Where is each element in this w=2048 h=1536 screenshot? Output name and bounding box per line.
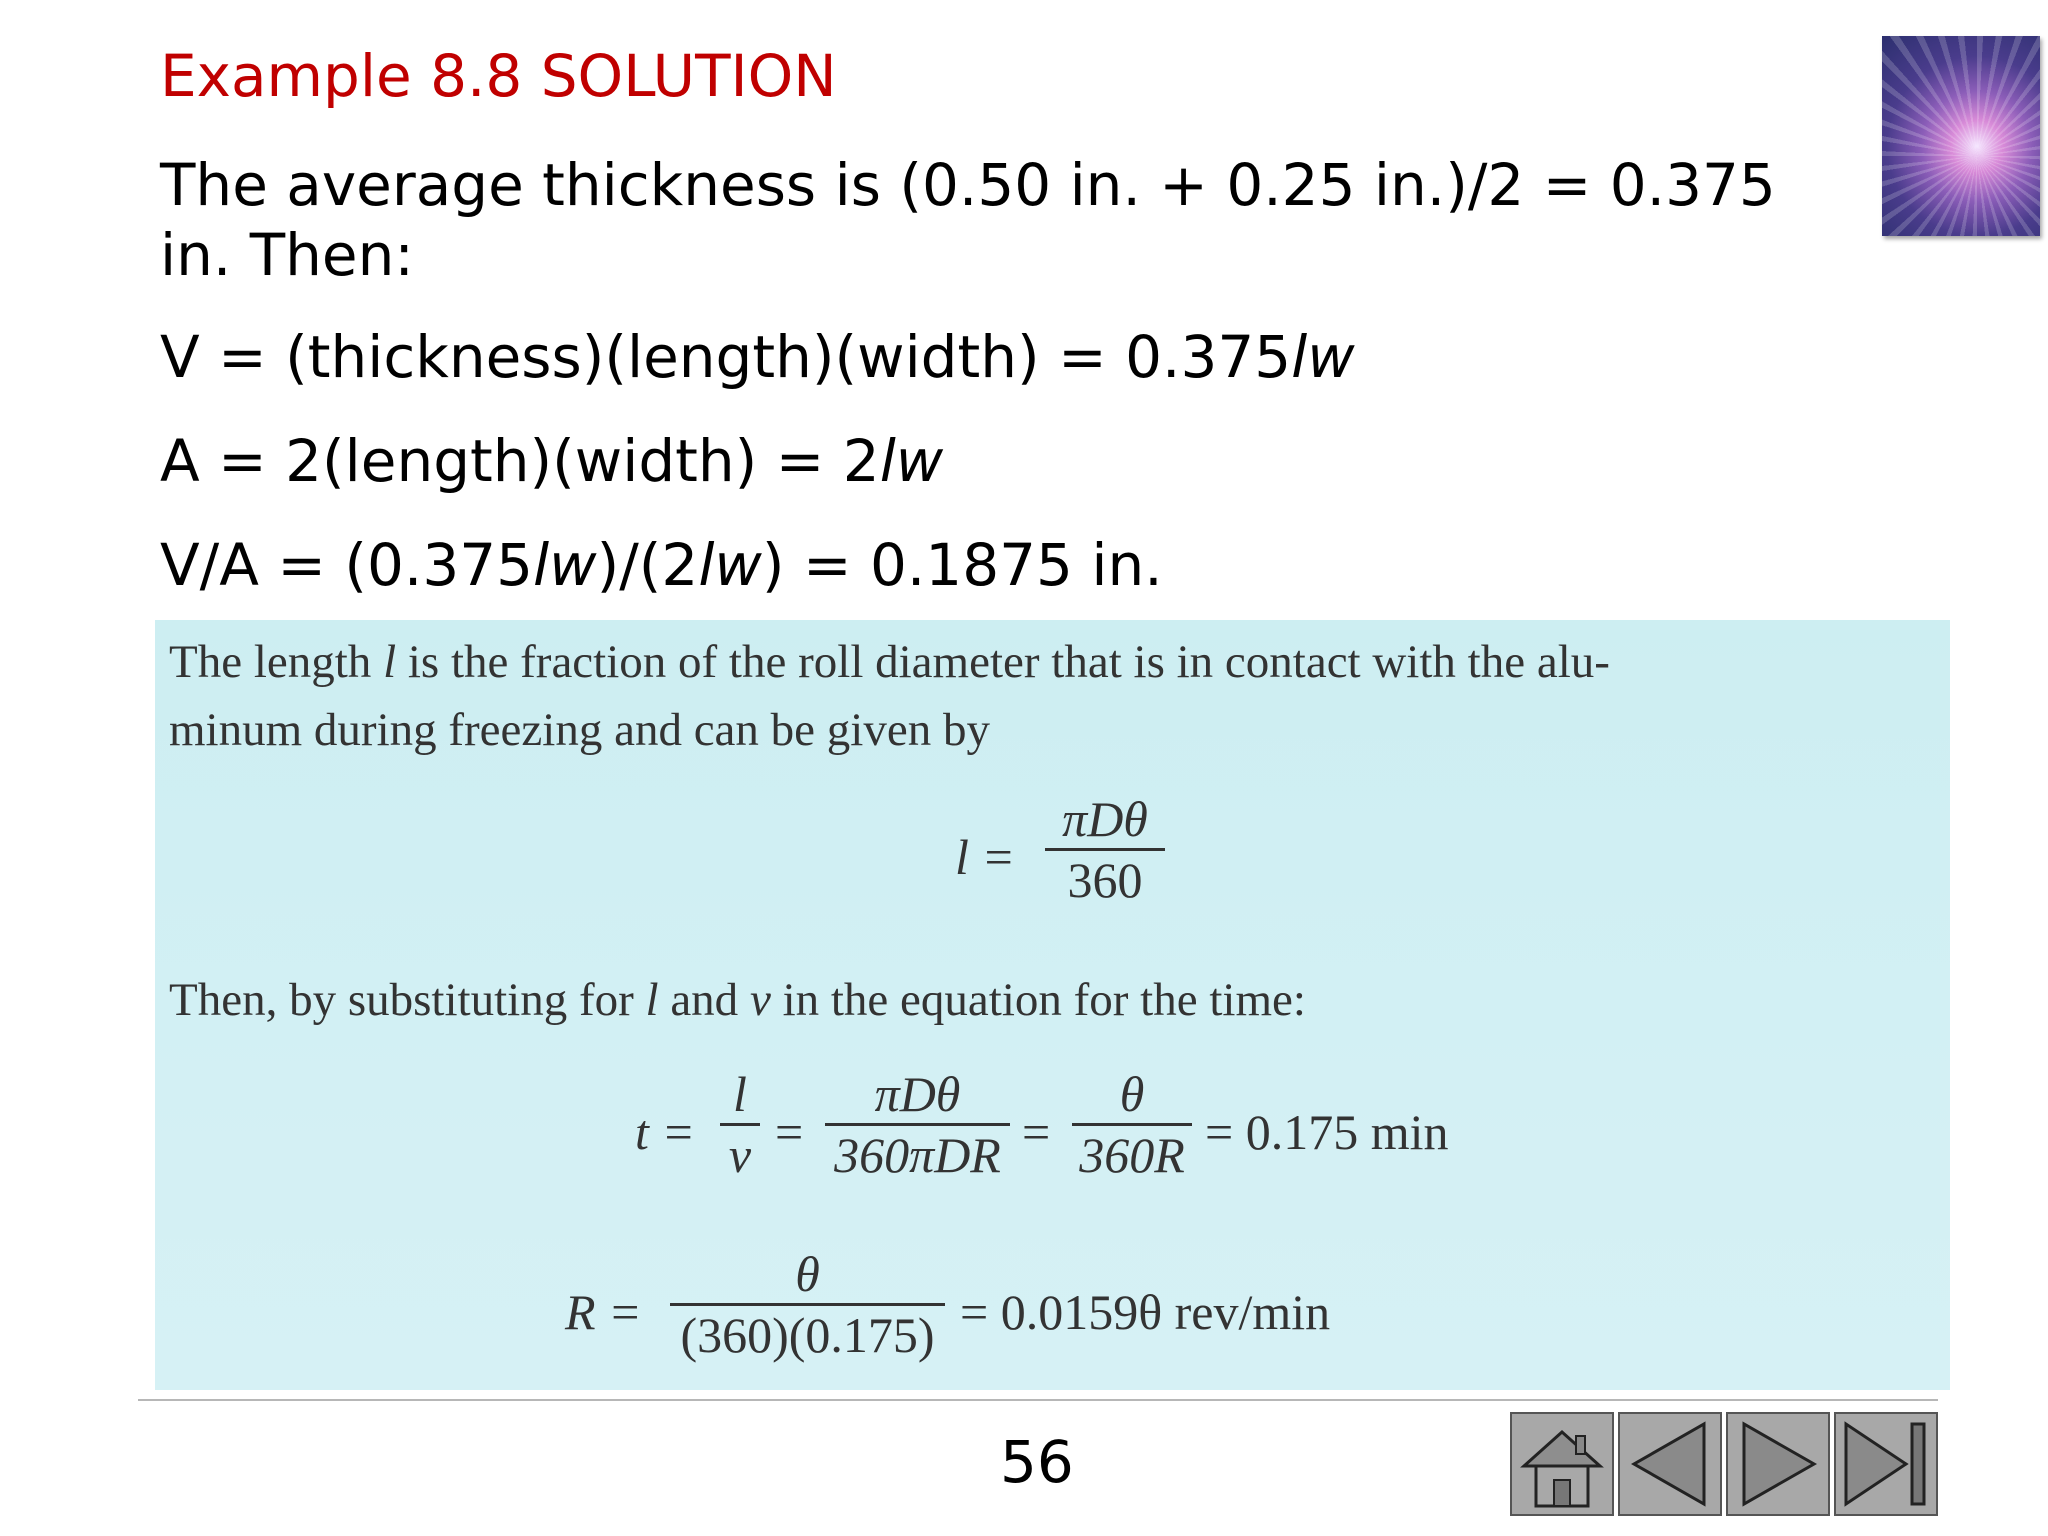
- volume-text: V = (thickness)(length)(width) = 0.375: [160, 323, 1292, 391]
- excerpt-text: and: [658, 974, 750, 1026]
- area-text: A = 2(length)(width) = 2: [160, 427, 880, 495]
- eq2-f3-den: 360R: [1079, 1127, 1185, 1183]
- slide-title: Example 8.8 SOLUTION: [160, 42, 837, 110]
- book-cover-image: [1882, 36, 2040, 236]
- excerpt-paragraph-1-cont: minum during freezing and can be given by: [169, 704, 990, 756]
- eq2-f1-num: l: [733, 1066, 747, 1122]
- area-equation: [160, 426, 943, 496]
- ratio-text-c: )/(2: [596, 531, 699, 599]
- equation-rotation-rate: [565, 1245, 1465, 1395]
- next-icon: [1728, 1414, 1828, 1514]
- excerpt-text: The length: [169, 636, 384, 688]
- eq3-denominator: (360)(0.175): [680, 1307, 935, 1363]
- excerpt-text: Then, by substituting for: [169, 974, 646, 1026]
- eq2-f3-num: θ: [1119, 1066, 1145, 1122]
- equation-time: [635, 1065, 1635, 1235]
- ratio-lw-2: lw: [698, 531, 762, 599]
- last-slide-button[interactable]: [1834, 1412, 1938, 1516]
- eq1-lhs: l =: [955, 829, 1016, 885]
- eq2-lhs: t =: [635, 1104, 696, 1160]
- eq2-equals: =: [775, 1104, 804, 1160]
- home-button[interactable]: [1510, 1412, 1614, 1516]
- ratio-text-e: ) = 0.1875 in.: [761, 531, 1163, 599]
- equation-length: [955, 790, 1455, 960]
- eq3-lhs: R =: [565, 1284, 642, 1340]
- excerpt-text: in the equation for the time:: [770, 974, 1306, 1026]
- var-l: l: [383, 636, 397, 688]
- ratio-text-a: V/A = (0.375: [160, 531, 534, 599]
- next-slide-button[interactable]: [1726, 1412, 1830, 1516]
- textbook-excerpt: [155, 620, 1950, 1390]
- eq1-numerator: πDθ: [1062, 791, 1148, 847]
- area-lw: lw: [879, 427, 944, 495]
- last-icon: [1836, 1414, 1936, 1514]
- eq2-equals: =: [1022, 1104, 1051, 1160]
- eq3-numerator: θ: [795, 1246, 820, 1302]
- previous-slide-button[interactable]: [1618, 1412, 1722, 1516]
- var-v: v: [749, 974, 771, 1026]
- eq2-result: = 0.175 min: [1205, 1104, 1449, 1160]
- ratio-equation: [160, 530, 1163, 600]
- eq2-f1-den: v: [728, 1127, 752, 1183]
- var-l: l: [645, 974, 659, 1026]
- excerpt-paragraph-1: [169, 628, 1610, 696]
- eq1-denominator: 360: [1067, 852, 1143, 908]
- excerpt-text: is the fraction of the roll diameter that is in contact with the alu-: [396, 636, 1610, 688]
- excerpt-paragraph-2: [169, 966, 1306, 1034]
- eq2-f2-den: 360πDR: [834, 1127, 1001, 1183]
- thickness-line: The average thickness is (0.50 in. + 0.25 in.)/2 = 0.375: [160, 151, 1776, 219]
- previous-icon: [1620, 1414, 1720, 1514]
- footer-divider: [138, 1399, 1938, 1401]
- volume-lw: lw: [1291, 323, 1355, 391]
- volume-equation: [160, 322, 1355, 392]
- ratio-lw-1: lw: [533, 531, 597, 599]
- thickness-line-cont: in. Then:: [160, 221, 414, 289]
- page-number: 56: [1000, 1428, 1074, 1496]
- eq2-f2-num: πDθ: [874, 1066, 961, 1122]
- home-icon: [1512, 1414, 1612, 1514]
- eq3-result: = 0.0159θ rev/min: [960, 1284, 1331, 1340]
